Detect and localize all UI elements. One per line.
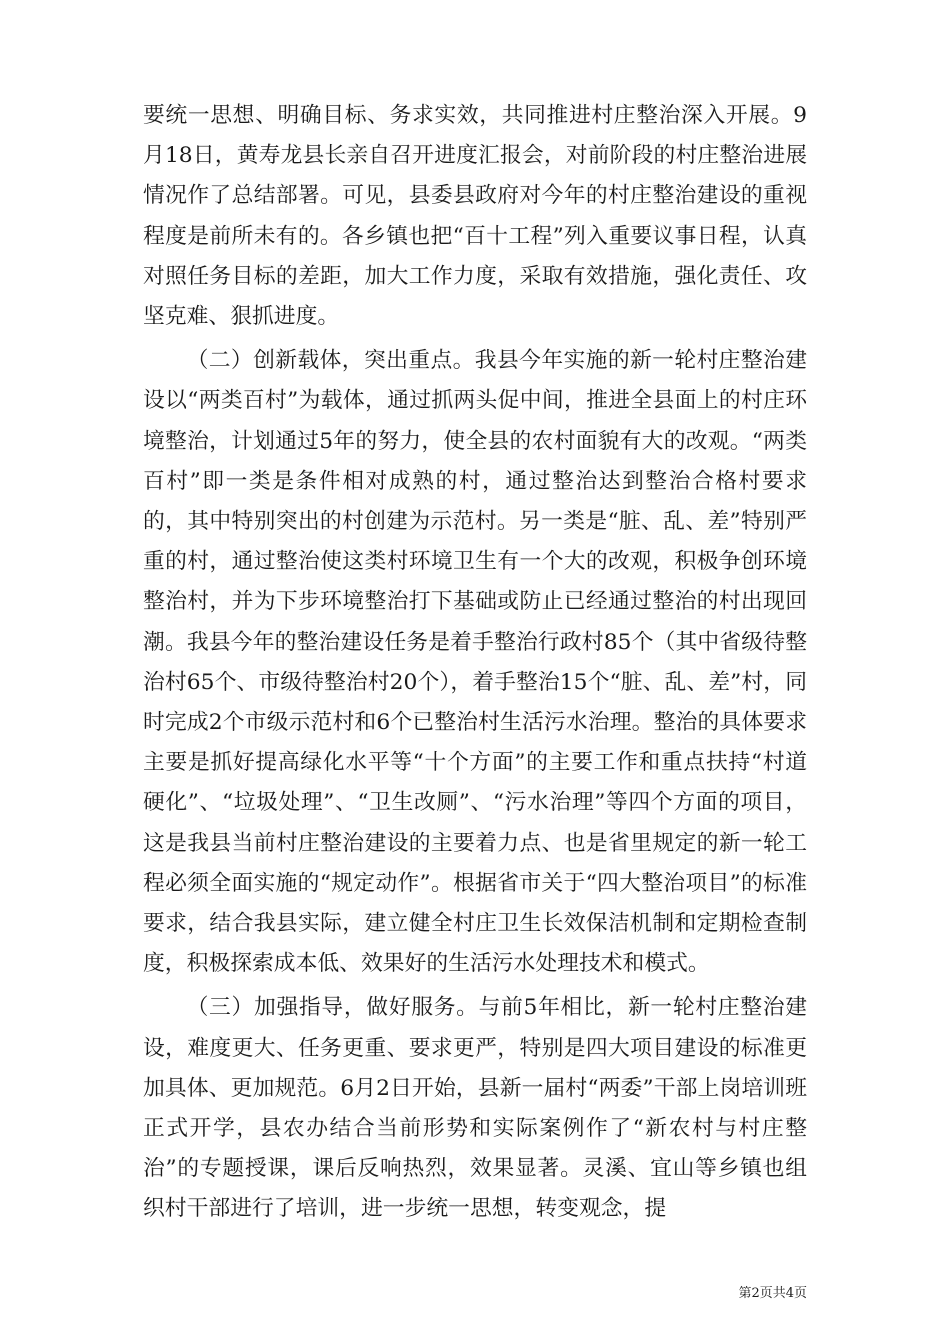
paragraph-3-strengthen-guidance: （三）加强指导，做好服务。与前5年相比，新一轮村庄整治建设，难度更大、任务更重、要求更严，特别是四大项目建设的标准更加具体、更加规范。6月2日开始，县新一届村“两委”干部上岗培训班正式开学，县农办结合当前形势和实际案例作了“新农村与村庄整治”的专题授课，课后反响热烈，效果显著。灵溪、宜山等乡镇也组织村干部进行了培训，进一步统一思想，转变观念，提 — [143, 995, 807, 1222]
paragraph-2-innovate-carrier: （二）创新载体，突出重点。我县今年实施的新一轮村庄整治建设以“两类百村”为载体，通过抓两头促中间，推进全县面上的村庄环境整治，计划通过5年的努力，使全县的农村面貌有大的改观。“两类百村”即一类是条件相对成熟的村，通过整治达到整治合格村要求的，其中特别突出的村创建为示范村。另一类是“脏、乱、差”特别严重的村，通过整治使这类村环境卫生有一个大的改观，积极争创环境整治村，并为下步环境整治打下基础或防止已经通过整治的村出现回潮。我县今年的整治建设任务是着手整治行政村85个（其中省级待整治村65个、市级待整治村20个），着手整治15个“脏、乱、差”村，同时完成2个市级示范村和6个已整治村生活污水治理。整治的具体要求主要是抓好提高绿化水平等“十个方面”的主要工作和重点扶持“村道硬化”、“垃圾处理”、“卫生改厕”、“污水治理”等四个方面的项目，这是我县当前村庄整治建设的主要着力点、也是省里规定的新一轮工程必须全面实施的“规定动作”。根据省市关于“四大整治项目”的标准要求，结合我县实际，建立健全村庄卫生长效保洁机制和定期检查制度，积极探索成本低、效果好的生活污水处理技术和模式。 — [143, 348, 807, 977]
document-body — [143, 96, 807, 1230]
page-number-footer: 第2页共4页 — [738, 1286, 807, 1301]
paragraph-1: 要统一思想、明确目标、务求实效，共同推进村庄整治深入开展。9月18日，黄寿龙县长亲自召开进度汇报会，对前阶段的村庄整治进展情况作了总结部署。可见，县委县政府对今年的村庄整治建设的重视程度是前所未有的。各乡镇也把“百十工程”列入重要议事日程，认真对照任务目标的差距，加大工作力度，采取有效措施，强化责任、攻坚克难、狠抓进度。 — [143, 103, 807, 330]
